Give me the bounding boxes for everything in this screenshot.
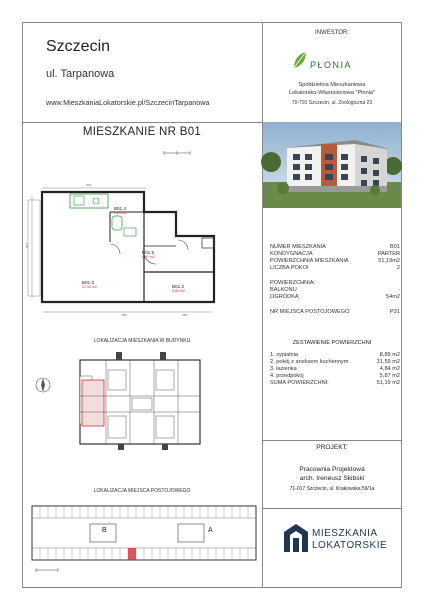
- detail-value-parking: P31: [390, 309, 400, 315]
- detail-row: [270, 280, 400, 286]
- plonia-logo-text: PŁONIA: [310, 60, 353, 70]
- summary-value-living: 31,59 m2: [376, 359, 400, 365]
- room-labels: [82, 206, 185, 293]
- plonia-logo-icon: [292, 50, 308, 70]
- summary-total-value: 51,19 m2: [376, 380, 400, 386]
- detail-value-balcony: -: [398, 287, 400, 293]
- detail-label-number: NUMER MIESZKANIA: [270, 244, 326, 250]
- detail-row: [270, 258, 400, 264]
- summary-total-row: [270, 380, 400, 386]
- summary-label-living: 2. pokój z aneksem kuchennym: [270, 359, 349, 365]
- detail-row: [270, 294, 400, 300]
- investor-address: 70-791 Szczecin, ul. Zoologiczna 23: [291, 100, 373, 106]
- stair-label-a: A: [208, 527, 213, 534]
- building-plan: [60, 346, 220, 452]
- city-title: Szczecin: [46, 38, 111, 55]
- summary-row: [270, 352, 400, 358]
- parking-spot-highlight: [128, 548, 136, 560]
- column-divider: [262, 22, 263, 588]
- summary-value-hallway: 5,87 m2: [379, 373, 400, 379]
- detail-label-area: POWIERZCHNIA MIESZKANIA: [270, 258, 349, 264]
- scale-bar: [164, 151, 190, 155]
- detail-row: [270, 244, 400, 250]
- detail-value-garden: 54m2: [386, 294, 400, 300]
- project-address: 71-017 Szczecin, ul. Krakowska 59/1a: [289, 486, 375, 492]
- summary-value-bedroom: 8,89 m2: [379, 352, 400, 358]
- detail-value-area: 51,19m2: [378, 258, 400, 264]
- brand-line1: MIESZKANIA: [312, 528, 378, 539]
- room-b013-label: B01.3: [82, 280, 95, 285]
- detail-value-floor: PARTER: [377, 251, 400, 257]
- floor-plan: [26, 148, 260, 328]
- kitchen-unit: [70, 194, 108, 208]
- summary-row: [270, 366, 400, 372]
- detail-value-rooms: 2: [396, 265, 400, 271]
- project-heading: PROJEKT:: [316, 444, 348, 451]
- summary-heading: ZESTAWIENIE POWIERZCHNI: [292, 340, 372, 346]
- room-b012-label: B01.2: [172, 284, 185, 289]
- summary-row: [270, 359, 400, 365]
- parking-plan: [28, 498, 260, 578]
- divider-project: [262, 440, 402, 441]
- parking-scale-bar: [36, 568, 58, 572]
- summary-row: [270, 373, 400, 379]
- garden-outline: [28, 200, 40, 296]
- apartment-title: MIESZKANIE NR B01: [82, 126, 202, 138]
- divider-brand: [262, 508, 402, 509]
- detail-label-surface: POWIERZCHNIA:: [270, 280, 316, 286]
- investor-heading: INWESTOR:: [315, 30, 349, 36]
- detail-label-garden: OGRÓDKA: [270, 294, 299, 300]
- window-element: [202, 238, 214, 248]
- detail-row: [270, 287, 400, 293]
- summary-label-bedroom: 1. sypialnia: [270, 352, 298, 358]
- website-link[interactable]: www.MieszkaniaLokatorskie.pl/SzczecinTarpanowa: [46, 98, 210, 107]
- svg-text:359: 359: [86, 183, 92, 187]
- project-architect: arch. Ireneusz Skibski: [299, 475, 365, 482]
- caption-building-location: LOKALIZACJA MIESZKANIA W BUDYNKU: [93, 338, 191, 344]
- project-firm: Pracownia Projektowa: [299, 466, 365, 473]
- stair-label-b: B: [102, 527, 107, 534]
- detail-row: [270, 309, 400, 315]
- room-b015-area: 5,87 m2: [142, 255, 155, 259]
- mieszkania-lokatorskie-logo-icon: [284, 524, 308, 552]
- summary-label-bathroom: 3. łazienka: [270, 366, 297, 372]
- investor-name-line2: Lokatorsko-Własnościowa "Płonia": [288, 90, 376, 96]
- detail-label-floor: KONDYGNACJA: [270, 251, 313, 257]
- detail-value-number: B01: [390, 244, 400, 250]
- detail-row: [270, 251, 400, 257]
- caption-parking-location: LOKALIZACJA MIEJSCA POSTOJOWEGO: [93, 488, 191, 494]
- dimension-values: [25, 183, 187, 317]
- summary-label-hallway: 4. przedpokój: [270, 373, 304, 379]
- detail-label-balcony: BALKONU: [270, 287, 297, 293]
- svg-text:285: 285: [182, 313, 188, 317]
- room-b014-area: 4,84 m2: [114, 211, 127, 215]
- room-b015-label: B01.5: [142, 250, 155, 255]
- svg-text:587: 587: [25, 242, 29, 248]
- summary-total-label: SUMA POWIERZCHNI:: [270, 380, 329, 386]
- highlighted-apartment: [82, 380, 104, 426]
- walls: [42, 192, 214, 302]
- room-b013-area: 31,59 m2: [82, 285, 97, 289]
- investor-name-line1: Spółdzielnia Mieszkaniowa: [298, 82, 366, 88]
- svg-text:553: 553: [122, 313, 128, 317]
- building-rendering: [263, 122, 401, 208]
- room-b012-area: 8,89 m2: [172, 289, 185, 293]
- bathroom-fixtures: [112, 216, 136, 236]
- detail-label-parking: NR MIEJSCA POSTOJOWEGO: [270, 309, 350, 315]
- detail-row: [270, 265, 400, 271]
- summary-value-bathroom: 4,84 m2: [379, 366, 400, 372]
- brand-line2: LOKATORSKIE: [312, 540, 388, 551]
- detail-label-rooms: LICZBA POKOI: [270, 265, 309, 271]
- compass-icon: [34, 376, 52, 394]
- room-b014-label: B01.4: [114, 206, 127, 211]
- street-name: ul. Tarpanowa: [46, 68, 115, 80]
